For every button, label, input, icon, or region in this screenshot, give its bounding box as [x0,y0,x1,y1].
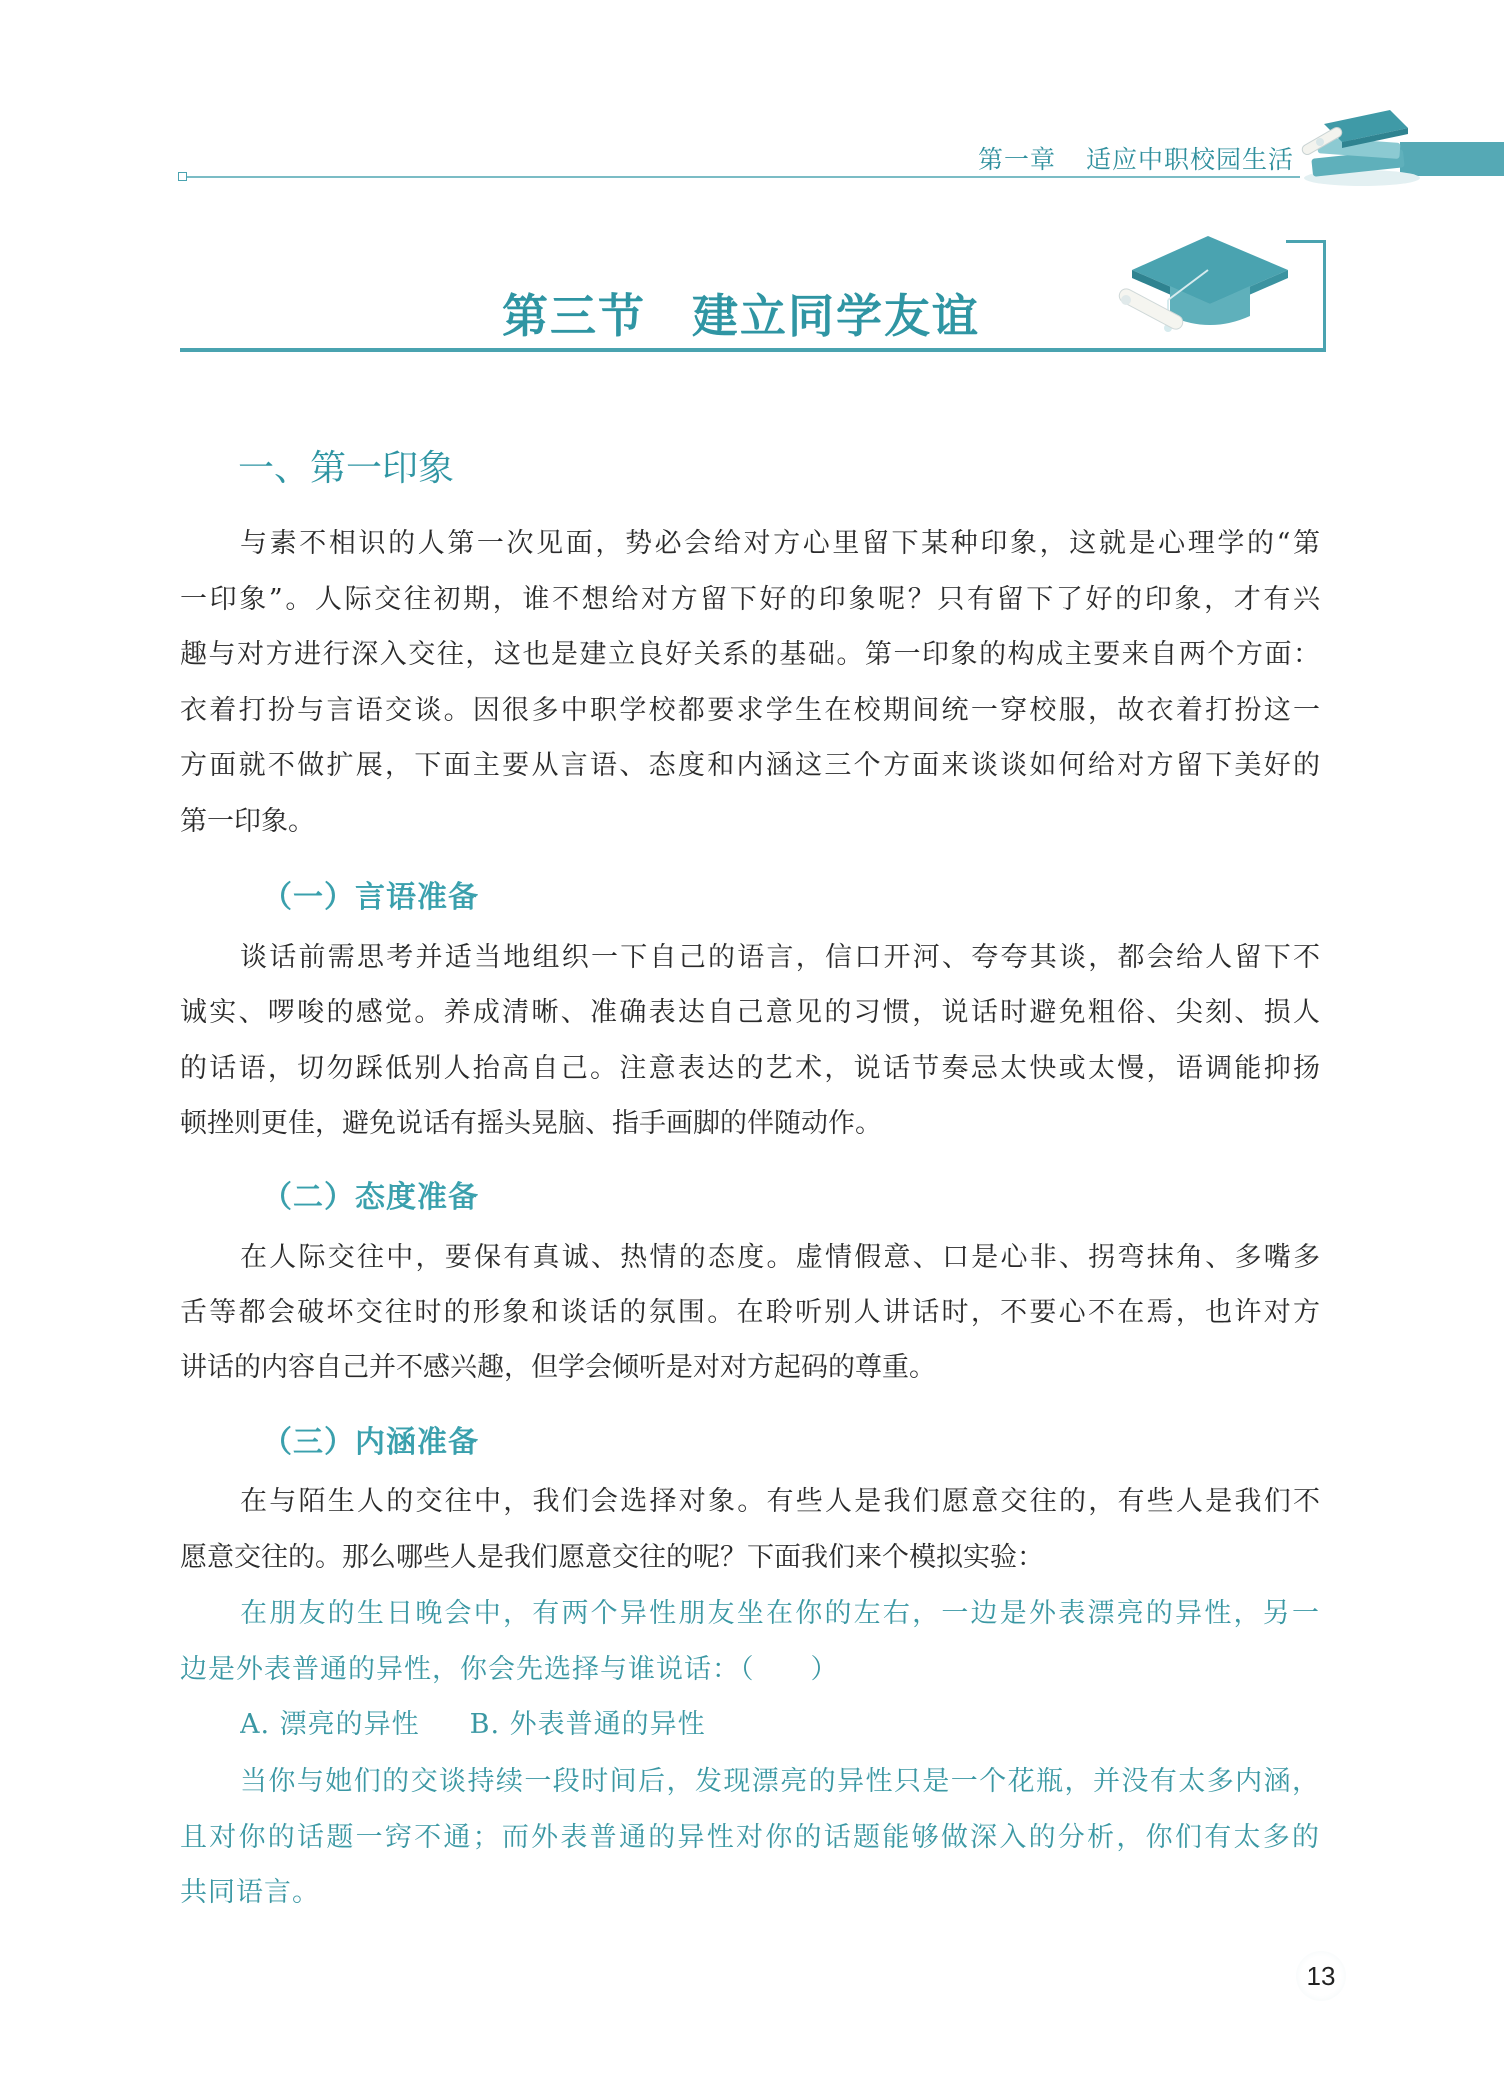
paragraph-line: 谈话前需思考并适当地组织一下自己的语言，信口开河、夸夸其谈，都会给人留下不 [240,942,1320,973]
chapter-number: 第一章 [978,145,1057,174]
experiment-options [240,1705,1320,1745]
option-a: A. 漂亮的异性 [240,1709,420,1740]
header-rule [180,176,1300,178]
page-number: 13 [1296,1951,1346,2001]
paragraph-line: 诚实、啰唆的感觉。养成清晰、准确表达自己意见的习惯，说话时避免粗俗、尖刻、损人 [180,997,1320,1028]
paragraph-line: 讲话的内容自己并不感兴趣，但学会倾听是对对方起码的尊重。 [180,1352,936,1383]
section-title [502,280,980,346]
paragraph-line: 衣着打扮与言语交谈。因很多中职学校都要求学生在校期间统一穿校服，故衣着打扮这一 [180,695,1320,726]
graduation-cap-icon [1110,230,1310,345]
experiment-line: 边是外表普通的异性，你会先选择与谁说话：（ ） [180,1654,839,1685]
section-title-box [180,240,1320,352]
books-diploma-icon [1290,100,1420,190]
paragraph-line: 愿意交往的。那么哪些人是我们愿意交往的呢？下面我们来个模拟实验： [180,1542,1044,1573]
box-right-border [1323,240,1326,352]
paragraph-line: 方面就不做扩展，下面主要从言语、态度和内涵这三个方面来谈谈如何给对方留下美好的 [180,750,1320,781]
part-heading-first-impression: 一、第一印象 [238,448,455,489]
paragraph-line: 与素不相识的人第一次见面，势必会给对方心里留下某种印象，这就是心理学的“第 [240,528,1320,559]
paragraph-line: 舌等都会破坏交往时的形象和谈话的氛围。在聆听别人讲话时，不要心不在焉，也许对方 [180,1297,1320,1328]
paragraph-line: 趣与对方进行深入交往，这也是建立良好关系的基础。第一印象的构成主要来自两个方面： [180,639,1320,670]
header-rule-endpoint [178,172,187,181]
result-line: 且对你的话题一窍不通；而外表普通的异性对你的话题能够做深入的分析，你们有太多的 [180,1822,1320,1853]
subheading-attitude: （二）态度准备 [262,1180,479,1215]
chapter-title: 适应中职校园生活 [1086,145,1295,174]
subheading-inner-quality: （三）内涵准备 [262,1425,479,1460]
section-name: 建立同学友谊 [692,289,980,343]
subheading-speech: （一）言语准备 [262,880,479,915]
paragraph-line: 顿挫则更佳，避免说话有摇头晃脑、指手画脚的伴随动作。 [180,1108,882,1139]
chapter-header [978,140,1294,176]
paragraph-line: 的话语，切勿踩低别人抬高自己。注意表达的艺术，说话节奏忌太快或太慢，语调能抑扬 [180,1053,1320,1084]
option-b: B. 外表普通的异性 [469,1709,706,1740]
paragraph-line: 在与陌生人的交往中，我们会选择对象。有些人是我们愿意交往的，有些人是我们不 [240,1486,1320,1517]
result-line: 当你与她们的交谈持续一段时间后，发现漂亮的异性只是一个花瓶，并没有太多内涵， [240,1766,1320,1797]
paragraph-line: 第一印象。 [180,806,315,837]
running-header [0,100,1504,190]
box-bottom-border [180,348,1326,352]
experiment-line: 在朋友的生日晚会中，有两个异性朋友坐在你的左右，一边是外表漂亮的异性，另一 [240,1598,1320,1629]
paragraph-line: 一印象”。人际交往初期，谁不想给对方留下好的印象呢？只有留下了好的印象，才有兴 [180,584,1320,615]
section-number: 第三节 [502,289,646,343]
result-line: 共同语言。 [180,1877,320,1908]
paragraph-line: 在人际交往中，要保有真诚、热情的态度。虚情假意、口是心非、拐弯抹角、多嘴多 [240,1242,1320,1273]
